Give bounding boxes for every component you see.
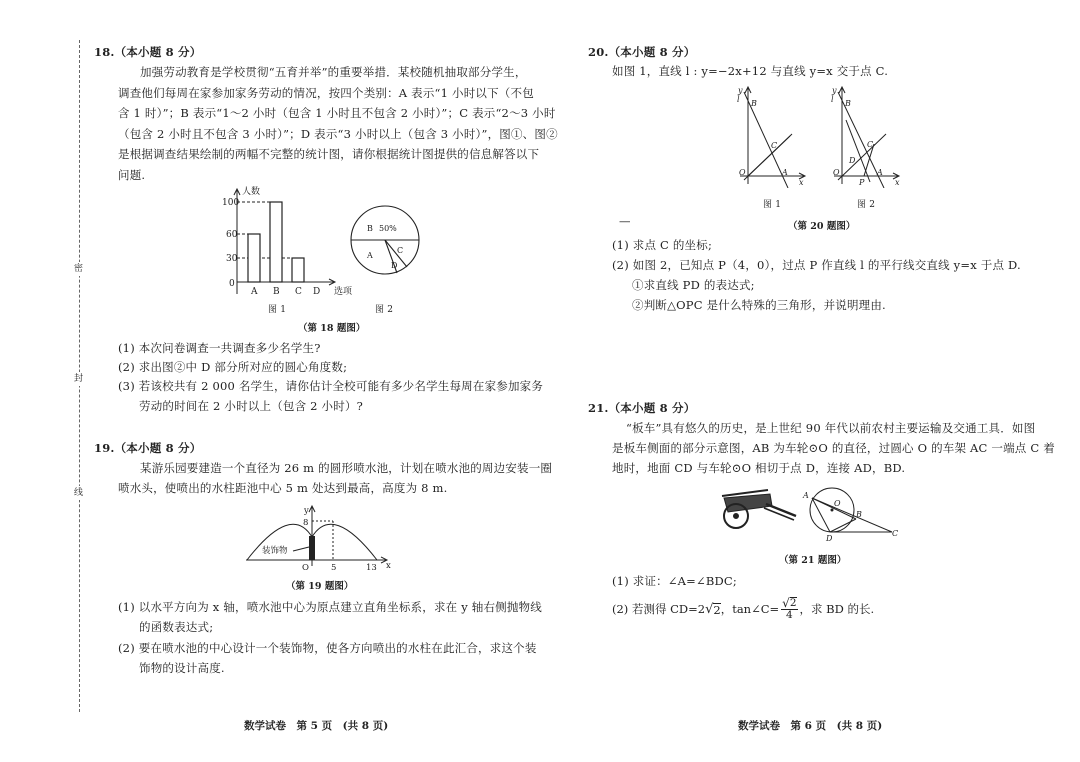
q18-line-3: 含 1 时）”；B 表示“1～2 小时（包含 1 小时且不包含 2 小时）”；C 表示“2～3 小时: [118, 106, 556, 120]
y-tick-100: 100: [222, 198, 240, 208]
label-d: D: [849, 156, 856, 165]
q18-line-2: 调查他们每周在家参加家务劳动的情况，按四个类别：A 表示“1 小时以下（不包: [118, 86, 534, 100]
line-ad: [812, 498, 830, 532]
x-tick-d: D: [313, 287, 321, 297]
q21-figure-caption: （第 21 题图）: [779, 555, 847, 566]
q18-bar-chart: [222, 182, 362, 300]
q20-sub2-part2: ②判断△OPC 是什么特殊的三角形，并说明理由.: [632, 298, 886, 312]
x-tick-c: C: [295, 287, 302, 297]
q20-intro: 如图 1，直线 l : y=−2x+12 与直线 y=x 交于点 C.: [612, 64, 889, 78]
x-axis-label: 选项: [334, 287, 353, 297]
q18-header: 18.（本小题 8 分）: [94, 45, 202, 59]
q18-line-5: 是根据调查结果绘制的两幅不完整的统计图，请你根据统计图提供的信息解答以下: [118, 147, 540, 161]
q21-line-3: 地时，地面 CD 与车轮⊙O 相切于点 D，连接 AD，BD.: [612, 461, 906, 475]
cart-bed: [724, 494, 772, 512]
x-tick-b: B: [273, 287, 280, 297]
q21-sub2-suffix: ，求 BD 的长.: [799, 602, 875, 616]
q20-figure-caption: （第 20 题图）: [788, 221, 856, 232]
y-tick-30: 30: [226, 254, 238, 264]
y-label: y: [304, 506, 309, 516]
pie-label-b-pct: 50%: [379, 224, 397, 233]
decoration-label: 装饰物: [262, 546, 288, 556]
label-x: x: [895, 178, 900, 187]
x-tick-13: 13: [366, 563, 377, 573]
label-l: l: [737, 95, 740, 104]
sqrt-symbol: √: [782, 595, 790, 610]
label-c: C: [892, 529, 899, 538]
sqrt-symbol: √: [705, 601, 714, 617]
q21-header: 21.（本小题 8 分）: [588, 401, 696, 415]
q21-line-1: “板车”具有悠久的历史，是上世纪 90 年代以前农村主要运输及交通工具．如图: [626, 421, 1036, 435]
label-o: O: [834, 499, 841, 508]
label-o: O: [739, 168, 746, 177]
x-label: x: [386, 561, 391, 571]
label-y: y: [738, 86, 743, 95]
line-ac: [812, 498, 892, 532]
decoration-pillar: [309, 536, 315, 560]
binding-label-feng: 封: [74, 374, 84, 384]
q21-sub2-radicand: 2: [713, 602, 721, 617]
q20-stray-dash: —: [619, 214, 631, 228]
q19-header: 19.（本小题 8 分）: [94, 441, 202, 455]
label-y: y: [832, 86, 837, 95]
footer-left: 数学试卷 第 5 页 (共 8 页): [244, 720, 389, 732]
q18-line-4: （包含 2 小时且不包含 3 小时）”；D 表示“3 小时以上（包含 3 小时）”，图①、图②: [118, 127, 558, 141]
q19-fountain-figure: [240, 504, 400, 574]
origin-label: O: [302, 563, 309, 573]
q19-sub2-line2: 饰物的设计高度.: [139, 661, 225, 675]
y-axis-label: 人数: [242, 187, 261, 197]
q21-sub2-prefix: (2) 若测得 CD=2: [612, 602, 706, 616]
pie-label-b: B: [367, 224, 373, 233]
y-tick-0: 0: [229, 279, 235, 289]
q20-figure-2: [826, 84, 904, 188]
label-o: O: [833, 168, 840, 177]
q20-sub2-part1: ①求直线 PD 的表达式;: [632, 278, 755, 292]
q21-line-2: 是板车侧面的部分示意图，AB 为车轮⊙O 的直径，过圆心 O 的车架 AC 一端点 C 着: [612, 441, 1055, 455]
x-tick-a: A: [251, 287, 258, 297]
q21-sub2-middle: ，tan∠C=: [720, 602, 780, 616]
label-c: C: [867, 140, 874, 149]
q19-figure-caption: （第 19 题图）: [286, 581, 354, 592]
q20-figure-1: [730, 84, 808, 188]
label-a: A: [782, 168, 788, 177]
bar-a: [248, 234, 260, 282]
label-p: P: [859, 178, 865, 187]
label-c: C: [771, 141, 778, 150]
q21-sub2-denominator: 4: [786, 609, 793, 621]
binding-label-xian: 线: [74, 488, 84, 498]
label-b: B: [845, 99, 851, 108]
q20-fig1-caption: 图 1: [763, 200, 782, 210]
label-a: A: [803, 491, 809, 500]
fraction: [781, 597, 797, 621]
label-d: D: [826, 534, 833, 542]
q19-line-1: 某游乐园要建造一个直径为 26 m 的圆形喷水池，计划在喷水池的周边安装一圈: [140, 461, 553, 475]
center-o-dot: [831, 509, 834, 512]
y-tick-8: 8: [303, 518, 309, 528]
q21-cart-image: [718, 484, 798, 532]
binding-label-mi: 密: [74, 264, 84, 274]
q21-sub1: (1) 求证：∠A=∠BDC;: [612, 574, 738, 588]
q21-sub2: [612, 594, 874, 624]
label-pointer: [293, 547, 309, 551]
q18-fig2-caption: 图 2: [375, 305, 394, 315]
q19-sub1-line1: (1) 以水平方向为 x 轴，喷水池中心为原点建立直角坐标系，求在 y 轴右侧抛物线: [118, 600, 542, 614]
pie-label-c: C: [397, 246, 404, 255]
footer-right: 数学试卷 第 6 页 (共 8 页): [738, 720, 883, 732]
q18-figure-caption: （第 18 题图）: [298, 323, 366, 334]
bar-c: [292, 258, 304, 282]
label-a: A: [877, 168, 883, 177]
q18-pie-chart: [345, 200, 425, 280]
q18-sub1: (1) 本次问卷调查一共调查多少名学生?: [118, 341, 321, 355]
cart-wheel-hub: [734, 514, 738, 518]
pie-label-d: D: [391, 261, 398, 270]
parabola-right: [312, 524, 377, 560]
y-tick-60: 60: [226, 230, 238, 240]
q21-sub2-numerator: 2: [789, 597, 797, 609]
label-l: l: [831, 95, 834, 104]
q18-line-1: 加强劳动教育是学校贯彻“五育并举”的重要举措．某校随机抽取部分学生，: [140, 65, 527, 79]
bar-b: [270, 202, 282, 282]
q18-line-6: 问题.: [118, 168, 146, 182]
q20-fig2-caption: 图 2: [857, 200, 876, 210]
q21-geometry-figure: [800, 484, 900, 542]
line-bd: [830, 519, 856, 532]
q18-sub3-line1: (3) 若该校共有 2 000 名学生，请你估计全校可能有多少名学生每周在家参加家务: [118, 379, 544, 393]
pie-label-a: A: [367, 251, 373, 260]
q19-sub2-line1: (2) 要在喷水池的中心设计一个装饰物，使各方向喷出的水柱在此汇合，求这个装: [118, 641, 537, 655]
q19-line-2: 喷水头，使喷出的水柱距池中心 5 m 处达到最高，高度为 8 m.: [118, 481, 448, 495]
x-tick-5: 5: [331, 563, 337, 573]
label-b: B: [751, 99, 757, 108]
q20-sub2: (2) 如图 2，已知点 P（4，0），过点 P 作直线 l 的平行线交直线 y=x 于点 D.: [612, 258, 1021, 272]
q20-sub1: (1) 求点 C 的坐标;: [612, 238, 713, 252]
label-b: B: [856, 510, 862, 519]
q18-sub2: (2) 求出图②中 D 部分所对应的圆心角度数;: [118, 360, 348, 374]
q18-sub3-line2: 劳动的时间在 2 小时以上（包含 2 小时）?: [139, 399, 364, 413]
q20-header: 20.（本小题 8 分）: [588, 45, 696, 59]
q18-fig1-caption: 图 1: [268, 305, 287, 315]
label-x: x: [799, 178, 804, 187]
q19-sub1-line2: 的函数表达式;: [139, 620, 214, 634]
